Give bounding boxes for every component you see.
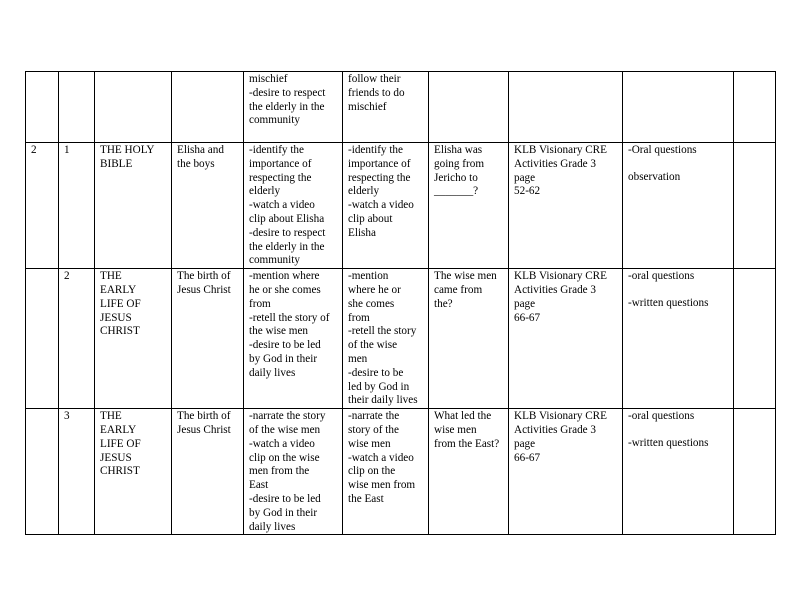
key-inquiry-question-cell [429,72,509,143]
cell-line: -desire to be [348,366,404,379]
cell-line: men from the [249,465,310,478]
assessment-cell [623,143,734,269]
assessment-cell [623,269,734,409]
cell-line: elderly [348,185,380,198]
cell-line: clip about Elisha [249,212,325,225]
cell-line: THE [100,410,122,423]
cell-line: from [249,297,271,310]
cell-line: Activities Grade 3 [514,423,597,436]
cell-line: Jesus Christ [177,423,231,436]
cell-line: led by God in [348,380,410,393]
learning-experiences-cell [343,409,429,535]
cell-line: respecting the [249,171,312,184]
cell-line: where he or [348,283,401,296]
cell-line: 66-67 [514,451,541,464]
cell-line: CHRIST [100,325,140,338]
cell-line: from [348,311,370,324]
week-cell [26,269,59,409]
cell-line: friends to do [348,86,405,99]
cell-line: -oral questions [628,410,695,423]
cell-line: the elderly in the [249,240,325,253]
strand-cell [95,72,172,143]
cell-text: 2 [31,144,37,156]
cell-line: The birth of [177,270,231,283]
cell-line: community [249,114,300,127]
cell-line: -desire to respect [249,226,326,239]
sub-strand-cell [172,269,244,409]
cell-line: JESUS [100,311,132,324]
cell-text: 2 [64,270,70,283]
cell-line: CHRIST [100,465,140,478]
cell-line: -identify the [348,144,403,156]
cell-line: clip on the wise [249,451,320,464]
cell-line: LIFE OF [100,297,141,310]
cell-line: page [514,437,536,450]
cell-line: men [348,352,368,365]
cell-line: -watch a video [249,199,315,212]
sub-strand-cell [172,72,244,143]
cell-line: -desire to be led [249,492,321,505]
cell-line: community [249,254,300,267]
learning-outcomes-cell [244,409,343,535]
cell-line: -watch a video [348,199,414,212]
cell-line: elderly [249,185,281,198]
cell-line: wise men [434,423,477,436]
learning-outcomes-cell [244,269,343,409]
cell-line: JESUS [100,451,132,464]
week-cell [26,409,59,535]
lesson-cell [59,269,95,409]
cell-line: going from [434,157,485,170]
cell-line: the? [434,297,453,310]
cell-line: mischief [249,73,288,85]
cell-line: -identify the [249,144,304,156]
cell-line: the East [348,492,384,505]
cell-line: importance of [249,157,312,170]
cell-line: The birth of [177,410,231,423]
cell-line: -mention where [249,270,320,283]
learning-experiences-cell [343,269,429,409]
cell-line: LIFE OF [100,437,141,450]
cell-line: wise men from [348,479,416,492]
cell-line: -retell the story of [249,311,330,324]
cell-line: page [514,171,536,184]
cell-line: EARLY [100,423,137,436]
cell-line [628,158,729,171]
cell-line: by God in their [249,506,318,519]
strand-cell [95,269,172,409]
cell-line: -Oral questions [628,144,697,156]
cell-line: from the East? [434,437,500,450]
cell-line [628,424,729,437]
cell-line: Activities Grade 3 [514,157,597,170]
assessment-cell [623,72,734,143]
cell-line: What led the [434,410,492,423]
learning-experiences-cell [343,143,429,269]
cell-line: the wise men [249,325,309,338]
cell-line: _______? [434,185,479,198]
learning-outcomes-cell [244,72,343,143]
strand-cell [95,409,172,535]
scheme-of-work-table [25,71,776,535]
cell-line: The wise men [434,270,497,283]
cell-line: KLB Visionary CRE [514,270,607,283]
reflection-cell [734,143,776,269]
cell-line: Elisha was [434,144,483,156]
cell-line: mischief [348,100,387,113]
sub-strand-cell [172,409,244,535]
cell-line: follow their [348,73,401,85]
cell-line: story of the [348,423,399,436]
cell-line: their daily lives [348,394,418,407]
cell-line: respecting the [348,171,411,184]
cell-line: THE [100,270,122,283]
cell-line: Activities Grade 3 [514,283,597,296]
key-inquiry-question-cell [429,269,509,409]
learning-outcomes-cell [244,143,343,269]
lesson-cell [59,409,95,535]
strand-cell [95,143,172,269]
cell-line: came from [434,283,483,296]
week-cell [26,143,59,269]
cell-line: by God in their [249,352,318,365]
reflection-cell [734,409,776,535]
assessment-cell [623,409,734,535]
table-row [26,143,776,269]
cell-line: the boys [177,157,215,170]
cell-text: 3 [64,410,70,423]
learning-resources-cell [509,72,623,143]
cell-line: -mention [348,270,389,283]
cell-line: importance of [348,157,411,170]
cell-line: -watch a video [249,437,315,450]
cell-line: daily lives [249,520,296,533]
table-row [26,269,776,409]
reflection-cell [734,72,776,143]
cell-line: Jericho to [434,171,478,184]
week-cell [26,72,59,143]
cell-line: EARLY [100,283,137,296]
cell-line: daily lives [249,366,296,379]
table-row [26,409,776,535]
sub-strand-cell [172,143,244,269]
reflection-cell [734,269,776,409]
cell-line: -narrate the [348,410,400,423]
cell-line: wise men [348,437,391,450]
learning-resources-cell [509,409,623,535]
lesson-cell [59,72,95,143]
table-body [26,72,776,535]
cell-line: KLB Visionary CRE [514,144,607,156]
learning-experiences-cell [343,72,429,143]
cell-line: he or she comes [249,283,321,296]
cell-line: -watch a video [348,451,414,464]
key-inquiry-question-cell [429,143,509,269]
cell-line: the elderly in the [249,100,325,113]
cell-line: -retell the story [348,325,417,338]
cell-line: she comes [348,297,395,310]
cell-line: BIBLE [100,157,133,170]
lesson-cell [59,143,95,269]
cell-line: clip about [348,212,393,225]
cell-line: 52-62 [514,185,541,198]
cell-line: East [249,479,269,492]
key-inquiry-question-cell [429,409,509,535]
learning-resources-cell [509,269,623,409]
cell-line: of the wise [348,339,398,352]
cell-line: -written questions [628,296,709,309]
cell-line: Elisha [348,226,376,239]
cell-line: -desire to respect [249,86,326,99]
cell-line: -written questions [628,436,709,449]
cell-line: -oral questions [628,270,695,283]
cell-line: Elisha and [177,144,224,156]
cell-line: 66-67 [514,311,541,324]
cell-line: -desire to be led [249,339,321,352]
cell-line: Jesus Christ [177,283,231,296]
cell-text: 1 [64,144,70,156]
cell-line: -narrate the story [249,410,326,423]
cell-line: of the wise men [249,423,321,436]
learning-resources-cell [509,143,623,269]
cell-line: page [514,297,536,310]
cell-line: clip on the [348,465,396,478]
cell-line: observation [628,170,681,183]
cell-line: THE HOLY [100,144,155,156]
cell-line: KLB Visionary CRE [514,410,607,423]
table-row [26,72,776,143]
cell-line [628,284,729,297]
